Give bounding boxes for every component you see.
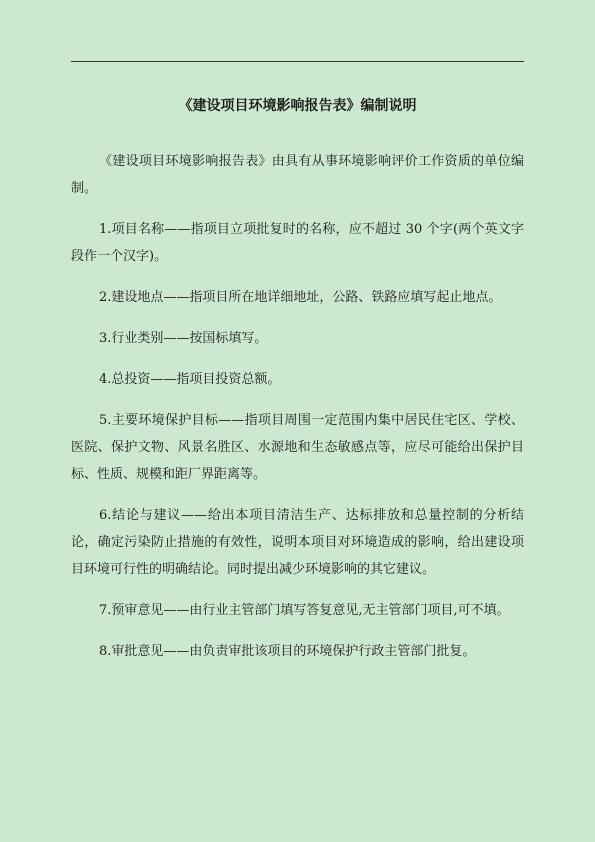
paragraph-intro: 《建设项目环境影响报告表》由具有从事环境影响评价工作资质的单位编制。 [71, 154, 524, 196]
header-rule [71, 61, 524, 62]
document-body [71, 148, 524, 679]
paragraph-approval-opinion: 8.审批意见——由负责审批该项目的环境保护行政主管部门批复。 [99, 644, 476, 659]
paragraph-pre-review-opinion: 7.预审意见——由行业主管部门填写答复意见,无主管部门项目,可不填。 [99, 603, 510, 618]
paragraph-industry-category: 3.行业类别——按国标填写。 [99, 331, 268, 346]
paragraph-conclusion-suggestions: 6.结论与建议——给出本项目清洁生产、达标排放和总量控制的分析结论，确定污染防止措施的有效性，说明本项目对环境造成的影响，给出建设项目环境可行性的明确结论。同时提出减少环境影响的其它建议。 [71, 508, 524, 577]
paragraph-protection-targets: 5.主要环境保护目标——指项目周围一定范围内集中居民住宅区、学校、医院、保护文物、风景名胜区、水源地和生态敏感点等，应尽可能给出保护目标、性质、规模和距厂界距离等。 [71, 413, 524, 482]
document-title: 《建设项目环境影响报告表》编制说明 [178, 98, 417, 114]
paragraph-construction-site: 2.建设地点——指项目所在地详细地址，公路、铁路应填写起止地点。 [99, 290, 502, 305]
paragraph-total-investment: 4.总投资——指项目投资总额。 [99, 372, 281, 387]
paragraph-project-name: 1.项目名称——指项目立项批复时的名称，应不超过 30 个字(两个英文字段作一个汉字)。 [71, 222, 524, 264]
